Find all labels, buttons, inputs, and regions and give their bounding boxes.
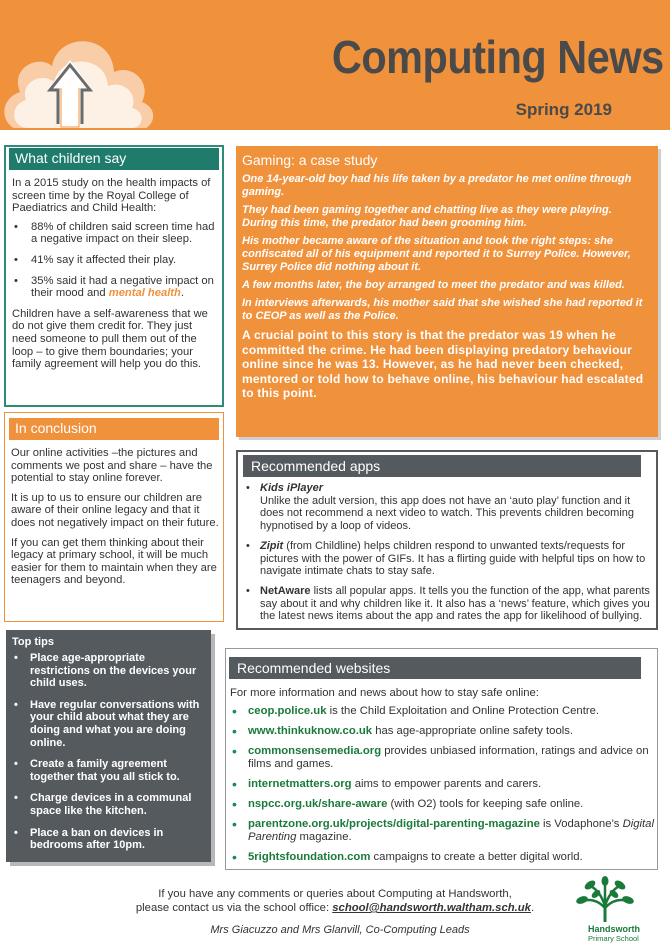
website-description: (with O2) tools for keeping safe online.: [387, 798, 584, 810]
list-item: [230, 818, 655, 844]
list-item: [230, 705, 655, 718]
conclusion-heading: In conclusion: [9, 418, 219, 440]
list-item: • Place age-appropriate restrictions on the devices your child uses.: [12, 652, 205, 690]
case-study-conclusion: A crucial point to this story is that the predator was 19 when he committed the crime. He had been displaying predatory behaviour online since he was 13. However, as he had never been checked, mentored or told how to behave online, his behaviour had escalated to this point.: [242, 328, 644, 400]
top-tips-list: [6, 652, 211, 852]
recommended-apps-heading: Recommended apps: [243, 455, 641, 477]
list-item-end: .: [180, 287, 184, 300]
website-description: has age-appropriate online safety tools.: [372, 725, 574, 737]
contact-text-end: .: [530, 902, 535, 914]
list-item: [244, 585, 654, 623]
app-name: Zipit: [260, 539, 284, 552]
list-item: • Have regular conversations with your child about what they are doing and what you are doing online.: [12, 699, 205, 749]
contact-line-1: If you have any comments or queries about Computing at Handsworth,: [158, 888, 512, 900]
website-link[interactable]: parentzone.org.uk/projects/digital-parenting-magazine: [248, 818, 540, 830]
self-awareness-paragraph: Children have a self-awareness that we do not give them credit for. They just need someone to pull them out of the loop – to give them boundaries; your family agreement will help you do this.: [12, 307, 208, 371]
conclusion-paragraph: If you can get them thinking about their legacy at primary school, it will be much easier for them to maintain when they are teenagers and beyond.: [11, 536, 217, 587]
website-description: campaigns to create a better digital world.: [370, 851, 583, 863]
recommended-apps-box: [236, 450, 658, 630]
list-item: [230, 778, 655, 791]
list-item: • Create a family agreement together that you all stick to.: [12, 758, 205, 783]
top-tips-box: [6, 630, 211, 862]
list-item: [230, 851, 655, 864]
app-description: (from Childline) helps children respond to unwanted texts/requests for pictures with the power of GIFs. It has a flirting guide with helpful tips on how to navigate intimate chats to stay safe.: [260, 539, 646, 578]
study-stats-list: [12, 221, 218, 300]
list-item: [230, 798, 655, 811]
list-item: [230, 725, 655, 738]
edition-date: Spring 2019: [515, 100, 612, 119]
top-tips-heading: Top tips: [12, 636, 54, 648]
app-name: NetAware: [260, 584, 311, 597]
school-subtitle: Primary School: [588, 934, 639, 943]
conclusion-paragraph: Our online activities –the pictures and comments we post and share – have the potential to stay online forever.: [11, 447, 213, 485]
computing-leads: Mrs Giacuzzo and Mrs Glanvill, Co-Computing Leads: [210, 924, 470, 936]
case-study-paragraph: One 14-year-old boy had his life taken by a predator he met online through gaming.: [242, 173, 632, 198]
school-name: Handsworth: [588, 924, 641, 934]
recommended-websites-box: [225, 648, 658, 870]
list-item: [12, 275, 218, 300]
app-description: Unlike the adult version, this app does not have an ‘auto play’ function and it does not recommend a next video to watch. This prevents children becoming hypnotised by a loop of videos.: [260, 494, 634, 533]
list-item: • Place a ban on devices in bedrooms after 10pm.: [12, 827, 205, 852]
website-link[interactable]: commonsensemedia.org: [248, 745, 382, 757]
cloud-upload-icon: [2, 2, 157, 128]
list-item: [244, 482, 654, 533]
contact-text: please contact us via the school office:: [135, 902, 333, 914]
what-children-say-heading: What children say: [9, 148, 219, 170]
list-item: • Charge devices in a communal space like the kitchen.: [12, 792, 205, 817]
case-study-paragraph: They had been gaming together and chatting live as they were playing. During this time, the predator had been grooming him.: [242, 204, 612, 229]
website-link[interactable]: internetmatters.org: [248, 778, 352, 790]
conclusion-box: [4, 412, 224, 622]
list-item: [230, 745, 655, 771]
conclusion-body: [11, 447, 221, 594]
list-item-text: 35% said it had a negative impact on their mood and: [31, 274, 214, 300]
website-link[interactable]: nspcc.org.uk/share-aware: [248, 798, 388, 810]
gaming-heading: Gaming: a case study: [242, 152, 378, 168]
contact-footer: [100, 887, 570, 915]
gaming-case-study-box: [236, 146, 658, 437]
what-children-say-body: [12, 177, 218, 371]
conclusion-paragraph: It is up to us to ensure our children are aware of their online legacy and that it does not negatively impact on their future.: [11, 491, 219, 529]
what-children-say-box: [4, 145, 224, 407]
case-study-paragraph: In interviews afterwards, his mother said that she wished she had reported it to CEOP as well as the Police.: [242, 297, 643, 322]
school-email-link[interactable]: school@handsworth.waltham.sch.uk: [332, 902, 531, 914]
apps-list: [244, 482, 654, 630]
recommended-websites-heading: Recommended websites: [229, 657, 641, 679]
website-description: is Vodaphone’s: [539, 818, 623, 830]
website-description: aims to empower parents and carers.: [351, 778, 542, 790]
page-title: Computing News: [332, 31, 664, 83]
website-description: provides unbiased information, ratings and advice on films and games.: [248, 745, 649, 770]
websites-intro: For more information and news about how to stay safe online:: [230, 687, 539, 699]
list-item: • 41% say it affected their play.: [12, 254, 218, 267]
list-item: [244, 540, 654, 578]
website-description: is the Child Exploitation and Online Protection Centre.: [326, 705, 600, 717]
app-name: Kids iPlayer: [260, 482, 323, 494]
websites-list: [230, 705, 655, 871]
magazine-title: Digital Parenting: [248, 818, 654, 843]
case-study-paragraph: His mother became aware of the situation and took the right steps: she confiscated all of his equipment and reported it to Surrey Police. However, Surrey Police did nothing about it.: [242, 235, 631, 273]
website-description-end: magazine.: [296, 831, 352, 843]
website-link[interactable]: www.thinkuknow.co.uk: [248, 725, 373, 737]
website-link[interactable]: ceop.police.uk: [248, 705, 327, 717]
website-link[interactable]: 5rightsfoundation.com: [248, 851, 371, 863]
app-description: lists all popular apps. It tells you the function of the app, what parents say about it and why children like it. It also has a ‘news’ feature, which gives you the latest news items about the app and rates the app for likelihood of bullying.: [260, 584, 650, 623]
case-study-paragraph: A few months later, the boy arranged to meet the predator and was killed.: [242, 279, 625, 291]
list-item: • 88% of children said screen time had a negative impact on their sleep.: [12, 221, 218, 246]
contact-line-2: [100, 901, 570, 915]
study-intro: In a 2015 study on the health impacts of screen time by the Royal College of Paediatrics and Child Health:: [12, 177, 211, 215]
mental-health-emphasis: mental health: [108, 287, 181, 300]
header-banner: [0, 0, 670, 130]
